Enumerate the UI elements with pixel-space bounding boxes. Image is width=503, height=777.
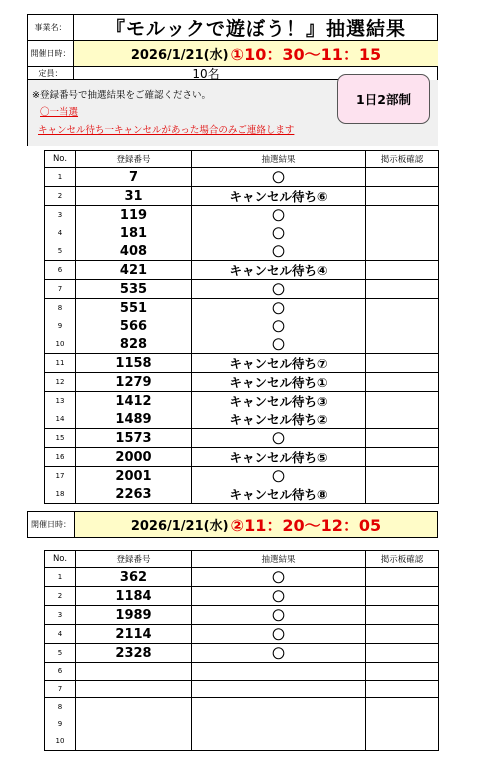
row-number: 9 — [45, 715, 76, 733]
note-line-2: 〇一当選 — [40, 107, 79, 118]
board-check-cell — [366, 680, 439, 698]
registration-number: 408 — [76, 242, 192, 261]
table-row — [45, 392, 439, 411]
lottery-result: キャンセル待ち② — [192, 410, 366, 429]
lottery-result: キャンセル待ち⑥ — [192, 187, 366, 206]
board-check-cell — [366, 568, 439, 587]
table-row — [45, 625, 439, 644]
row-number: 7 — [45, 280, 76, 299]
label-capacity: 定員： — [28, 67, 74, 80]
registration-number: 2001 — [76, 467, 192, 486]
registration-number: 1573 — [76, 429, 192, 448]
registration-number: 421 — [76, 261, 192, 280]
table-row — [45, 168, 439, 187]
registration-number: 2328 — [76, 644, 192, 663]
session2-table — [44, 550, 439, 751]
table-row — [45, 410, 439, 429]
registration-number: 119 — [76, 206, 192, 225]
registration-number — [76, 733, 192, 751]
board-check-cell — [366, 354, 439, 373]
label-business: 事業名： — [28, 15, 74, 41]
board-check-cell — [366, 587, 439, 606]
session2-time: ②11：20～12：05 — [230, 516, 382, 535]
lottery-result: 〇 — [192, 280, 366, 299]
registration-number: 566 — [76, 317, 192, 335]
board-check-cell — [366, 261, 439, 280]
row-number: 16 — [45, 448, 76, 467]
session2-date: 2026/1/21(水) — [130, 519, 229, 534]
row-number: 10 — [45, 335, 76, 354]
table-row — [45, 429, 439, 448]
table-row — [45, 485, 439, 504]
registration-number: 1158 — [76, 354, 192, 373]
registration-number: 7 — [76, 168, 192, 187]
registration-number: 362 — [76, 568, 192, 587]
board-check-cell — [366, 224, 439, 242]
registration-number — [76, 698, 192, 716]
table-row — [45, 448, 439, 467]
schedule-badge: 1日2部制 — [337, 74, 430, 124]
board-check-cell — [366, 644, 439, 663]
session1-time: ①10：30～11：15 — [230, 45, 382, 64]
column-header-no: No. — [45, 151, 76, 168]
lottery-result — [192, 698, 366, 716]
board-check-cell — [366, 485, 439, 504]
lottery-result: 〇 — [192, 429, 366, 448]
table-row — [45, 733, 439, 751]
row-number: 5 — [45, 242, 76, 261]
lottery-result: 〇 — [192, 644, 366, 663]
registration-number: 1989 — [76, 606, 192, 625]
row-number: 4 — [45, 625, 76, 644]
board-check-cell — [366, 392, 439, 411]
row-number: 14 — [45, 410, 76, 429]
row-number: 3 — [45, 606, 76, 625]
lottery-result: 〇 — [192, 242, 366, 261]
table-row — [45, 335, 439, 354]
board-check-cell — [366, 663, 439, 681]
row-number: 9 — [45, 317, 76, 335]
table-row — [45, 261, 439, 280]
board-check-cell — [366, 317, 439, 335]
lottery-result — [192, 733, 366, 751]
page-title: 『モルックで遊ぼう！』抽選結果 — [74, 15, 438, 41]
row-number: 18 — [45, 485, 76, 504]
row-number: 6 — [45, 663, 76, 681]
lottery-result — [192, 663, 366, 681]
table-row — [45, 568, 439, 587]
board-check-cell — [366, 168, 439, 187]
column-header-no: No. — [45, 551, 76, 568]
session1-date: 2026/1/21(水) — [130, 48, 229, 63]
table-row — [45, 644, 439, 663]
lottery-result: 〇 — [192, 568, 366, 587]
column-header-result: 抽選結果 — [192, 151, 366, 168]
table-row — [45, 606, 439, 625]
registration-number: 828 — [76, 335, 192, 354]
registration-number: 535 — [76, 280, 192, 299]
table-row — [45, 242, 439, 261]
board-check-cell — [366, 698, 439, 716]
table-row — [45, 224, 439, 242]
row-number: 2 — [45, 587, 76, 606]
lottery-result: キャンセル待ち⑤ — [192, 448, 366, 467]
lottery-result: 〇 — [192, 317, 366, 335]
row-number: 1 — [45, 168, 76, 187]
registration-number: 181 — [76, 224, 192, 242]
session1-table — [44, 150, 439, 504]
board-check-cell — [366, 448, 439, 467]
row-number: 8 — [45, 299, 76, 318]
board-check-cell — [366, 625, 439, 644]
registration-number: 2114 — [76, 625, 192, 644]
table-row — [45, 715, 439, 733]
registration-number: 2263 — [76, 485, 192, 504]
board-check-cell — [366, 187, 439, 206]
registration-number: 1279 — [76, 373, 192, 392]
session2-label-date: 開催日時： — [27, 511, 75, 538]
board-check-cell — [366, 467, 439, 486]
table-row — [45, 373, 439, 392]
table-row — [45, 467, 439, 486]
lottery-result: 〇 — [192, 587, 366, 606]
row-number: 12 — [45, 373, 76, 392]
session2-date-box — [75, 511, 438, 538]
label-date: 開催日時： — [28, 41, 74, 67]
board-check-cell — [366, 606, 439, 625]
row-number: 6 — [45, 261, 76, 280]
registration-number: 551 — [76, 299, 192, 318]
row-number: 2 — [45, 187, 76, 206]
registration-number: 1184 — [76, 587, 192, 606]
column-header-number: 登録番号 — [76, 151, 192, 168]
session1-date-box — [74, 41, 438, 67]
registration-number: 2000 — [76, 448, 192, 467]
row-number: 11 — [45, 354, 76, 373]
registration-number: 1489 — [76, 410, 192, 429]
registration-number — [76, 663, 192, 681]
row-number: 10 — [45, 733, 76, 751]
board-check-cell — [366, 335, 439, 354]
note-line-1: ※登録番号で抽選結果をご確認ください。 — [32, 90, 211, 101]
row-number: 1 — [45, 568, 76, 587]
column-header-board-check: 掲示板確認 — [366, 151, 439, 168]
registration-number: 31 — [76, 187, 192, 206]
note-line-3: キャンセル待ち一キャンセルがあった場合のみご連絡します — [38, 125, 295, 136]
table-row — [45, 206, 439, 225]
board-check-cell — [366, 299, 439, 318]
capacity-value: 10名 — [74, 67, 338, 80]
lottery-result: 〇 — [192, 625, 366, 644]
table-row — [45, 587, 439, 606]
row-number: 4 — [45, 224, 76, 242]
lottery-result: 〇 — [192, 299, 366, 318]
board-check-cell — [366, 715, 439, 733]
board-check-cell — [366, 410, 439, 429]
lottery-result: 〇 — [192, 206, 366, 225]
board-check-cell — [366, 242, 439, 261]
lottery-result: 〇 — [192, 467, 366, 486]
row-number: 8 — [45, 698, 76, 716]
row-number: 17 — [45, 467, 76, 486]
column-header-board-check: 掲示板確認 — [366, 551, 439, 568]
table-row — [45, 317, 439, 335]
board-check-cell — [366, 373, 439, 392]
row-number: 3 — [45, 206, 76, 225]
lottery-result: 〇 — [192, 606, 366, 625]
registration-number — [76, 680, 192, 698]
row-number: 5 — [45, 644, 76, 663]
table-row — [45, 187, 439, 206]
registration-number: 1412 — [76, 392, 192, 411]
lottery-result — [192, 715, 366, 733]
lottery-result: キャンセル待ち⑦ — [192, 354, 366, 373]
table-row — [45, 680, 439, 698]
board-check-cell — [366, 280, 439, 299]
column-header-result: 抽選結果 — [192, 551, 366, 568]
board-check-cell — [366, 429, 439, 448]
lottery-result: キャンセル待ち⑧ — [192, 485, 366, 504]
lottery-result: 〇 — [192, 168, 366, 187]
row-number: 15 — [45, 429, 76, 448]
board-check-cell — [366, 733, 439, 751]
table-row — [45, 354, 439, 373]
lottery-result: キャンセル待ち③ — [192, 392, 366, 411]
lottery-result — [192, 680, 366, 698]
row-number: 13 — [45, 392, 76, 411]
table-row — [45, 698, 439, 716]
table-row — [45, 299, 439, 318]
lottery-result: 〇 — [192, 224, 366, 242]
lottery-result: キャンセル待ち① — [192, 373, 366, 392]
lottery-result: キャンセル待ち④ — [192, 261, 366, 280]
row-number: 7 — [45, 680, 76, 698]
registration-number — [76, 715, 192, 733]
table-row — [45, 663, 439, 681]
table-row — [45, 280, 439, 299]
lottery-result: 〇 — [192, 335, 366, 354]
column-header-number: 登録番号 — [76, 551, 192, 568]
board-check-cell — [366, 206, 439, 225]
